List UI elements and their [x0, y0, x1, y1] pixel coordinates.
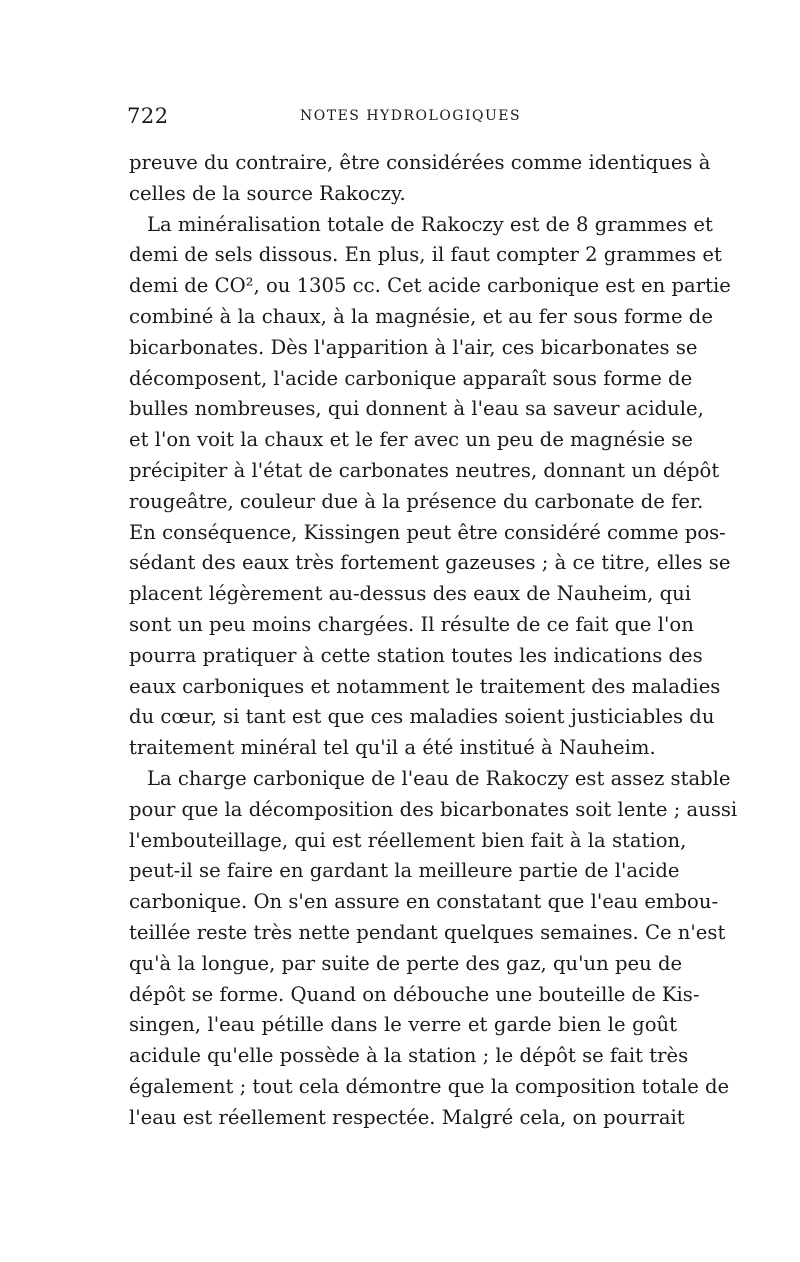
- text-line: La charge carbonique de l'eau de Rakoczy est assez stable: [147, 766, 731, 790]
- text-line: l'eau est réellement respectée. Malgré cela, on pourrait: [129, 1105, 685, 1129]
- text-line: celles de la source Rakoczy.: [129, 181, 406, 205]
- text-line: teillée reste très nette pendant quelques semaines. Ce n'est: [129, 920, 726, 944]
- page-number: 722: [127, 104, 169, 128]
- running-title: NOTES HYDROLOGIQUES: [300, 108, 522, 124]
- text-line: rougeâtre, couleur due à la présence du carbonate de fer.: [129, 489, 704, 513]
- text-line: acidule qu'elle possède à la station ; le dépôt se fait très: [129, 1044, 689, 1068]
- text-line: l'embouteillage, qui est réellement bien fait à la station,: [129, 828, 687, 852]
- text-line: singen, l'eau pétille dans le verre et garde bien le goût: [129, 1013, 677, 1037]
- text-line: carbonique. On s'en assure en constatant que l'eau embou-: [129, 890, 719, 914]
- text-line: En conséquence, Kissingen peut être considéré comme pos-: [129, 520, 726, 544]
- text-line: demi de sels dissous. En plus, il faut compter 2 grammes et: [129, 243, 722, 267]
- text-line: La minéralisation totale de Rakoczy est de 8 grammes et: [147, 212, 713, 236]
- body-text: [129, 148, 738, 1134]
- text-line: bulles nombreuses, qui donnent à l'eau sa saveur acidule,: [129, 397, 704, 421]
- text-line: pour que la décomposition des bicarbonates soit lente ; aussi: [129, 797, 738, 821]
- text-line: du cœur, si tant est que ces maladies soient justiciables du: [129, 705, 715, 729]
- text-line: placent légèrement au-dessus des eaux de Nauheim, qui: [129, 582, 692, 606]
- text-line: preuve du contraire, être considérées comme identiques à: [129, 151, 711, 174]
- text-line: décomposent, l'acide carbonique apparaît sous forme de: [129, 366, 693, 390]
- text-line: également ; tout cela démontre que la composition totale de: [129, 1074, 730, 1098]
- text-line: demi de CO², ou 1305 cc. Cet acide carbonique est en partie: [129, 274, 731, 298]
- text-line: précipiter à l'état de carbonates neutres, donnant un dépôt: [129, 458, 720, 482]
- text-line: et l'on voit la chaux et le fer avec un peu de magnésie se: [129, 428, 693, 452]
- text-line: eaux carboniques et notamment le traitement des maladies: [129, 674, 721, 698]
- text-line: pourra pratiquer à cette station toutes les indications des: [129, 643, 703, 667]
- text-line: qu'à la longue, par suite de perte des gaz, qu'un peu de: [129, 951, 683, 975]
- text-line: peut-il se faire en gardant la meilleure partie de l'acide: [129, 859, 680, 883]
- text-line: bicarbonates. Dès l'apparition à l'air, ces bicarbonates se: [129, 335, 698, 359]
- text-line: sédant des eaux très fortement gazeuses ; à ce titre, elles se: [129, 551, 731, 575]
- page-header: [127, 104, 679, 130]
- text-line: dépôt se forme. Quand on débouche une bouteille de Kis-: [129, 982, 700, 1006]
- text-line: sont un peu moins chargées. Il résulte de ce fait que l'on: [129, 612, 694, 636]
- text-line: traitement minéral tel qu'il a été institué à Nauheim.: [129, 736, 656, 760]
- text-line: combiné à la chaux, à la magnésie, et au fer sous forme de: [129, 304, 713, 328]
